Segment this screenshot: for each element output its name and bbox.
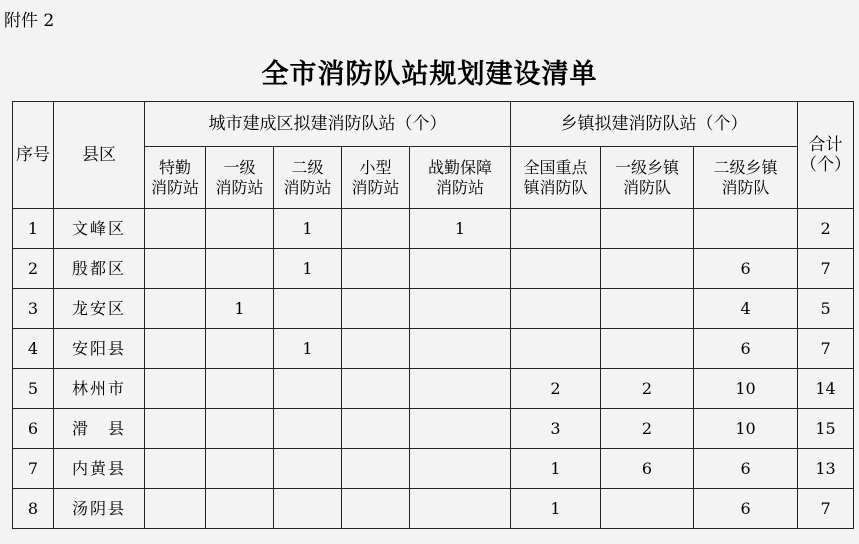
cell-city-small <box>342 489 410 529</box>
cell-total: 7 <box>798 249 854 289</box>
cell-town-key: 1 <box>511 449 601 489</box>
cell-town-key <box>511 289 601 329</box>
header-city-col: 特勤 消防站 <box>145 147 206 209</box>
cell-town-level1: 6 <box>601 449 694 489</box>
header-city-col: 小型 消防站 <box>342 147 410 209</box>
header-city-col: 二级 消防站 <box>274 147 342 209</box>
cell-total: 13 <box>798 449 854 489</box>
cell-city-support <box>410 369 511 409</box>
table-row <box>13 449 854 489</box>
cell-seq: 1 <box>13 209 54 249</box>
cell-seq: 6 <box>13 409 54 449</box>
cell-seq: 4 <box>13 329 54 369</box>
table-row <box>13 329 854 369</box>
cell-town-level1 <box>601 489 694 529</box>
cell-city-level2 <box>274 289 342 329</box>
header-total-line1: 合计 <box>808 135 843 155</box>
cell-county: 安阳县 <box>54 329 145 369</box>
cell-seq: 7 <box>13 449 54 489</box>
header-town-col: 全国重点 镇消防队 <box>511 147 601 209</box>
cell-city-small <box>342 249 410 289</box>
cell-city-level2: 1 <box>274 329 342 369</box>
cell-city-level1 <box>206 329 274 369</box>
cell-town-key <box>511 209 601 249</box>
table-row <box>13 289 854 329</box>
cell-city-level1 <box>206 249 274 289</box>
cell-city-special <box>145 489 206 529</box>
cell-town-level2: 6 <box>694 249 798 289</box>
cell-city-level2: 1 <box>274 249 342 289</box>
cell-city-special <box>145 369 206 409</box>
cell-city-level1 <box>206 409 274 449</box>
header-seq: 序号 <box>13 102 54 209</box>
cell-city-support <box>410 249 511 289</box>
cell-total: 7 <box>798 329 854 369</box>
header-total-line2: （个） <box>800 155 852 175</box>
header-city-col: 一级 消防站 <box>206 147 274 209</box>
cell-city-small <box>342 409 410 449</box>
header-town-col: 一级乡镇 消防队 <box>601 147 694 209</box>
cell-town-level1: 2 <box>601 369 694 409</box>
cell-city-special <box>145 249 206 289</box>
cell-county: 汤阴县 <box>54 489 145 529</box>
table-row <box>13 409 854 449</box>
cell-town-level2 <box>694 209 798 249</box>
cell-county: 内黄县 <box>54 449 145 489</box>
cell-county: 文峰区 <box>54 209 145 249</box>
cell-total: 7 <box>798 489 854 529</box>
cell-total: 14 <box>798 369 854 409</box>
cell-city-special <box>145 409 206 449</box>
cell-city-special <box>145 449 206 489</box>
cell-city-small <box>342 289 410 329</box>
cell-city-small <box>342 329 410 369</box>
cell-city-level2: 1 <box>274 209 342 249</box>
cell-city-level1 <box>206 209 274 249</box>
cell-seq: 2 <box>13 249 54 289</box>
cell-town-key: 1 <box>511 489 601 529</box>
cell-town-key: 3 <box>511 409 601 449</box>
cell-county: 滑 县 <box>54 409 145 449</box>
cell-city-support: 1 <box>410 209 511 249</box>
cell-seq: 3 <box>13 289 54 329</box>
cell-town-level2: 4 <box>694 289 798 329</box>
cell-town-level2: 6 <box>694 489 798 529</box>
cell-total: 5 <box>798 289 854 329</box>
cell-county: 林州市 <box>54 369 145 409</box>
cell-city-level1: 1 <box>206 289 274 329</box>
table-row <box>13 249 854 289</box>
header-city-col: 战勤保障 消防站 <box>410 147 511 209</box>
cell-city-small <box>342 449 410 489</box>
header-town-col: 二级乡镇 消防队 <box>694 147 798 209</box>
table-row <box>13 489 854 529</box>
cell-town-level1 <box>601 249 694 289</box>
cell-county: 殷都区 <box>54 249 145 289</box>
cell-town-key: 2 <box>511 369 601 409</box>
cell-town-level1 <box>601 209 694 249</box>
cell-city-support <box>410 289 511 329</box>
cell-town-level1 <box>601 289 694 329</box>
cell-town-level2: 10 <box>694 369 798 409</box>
cell-town-key <box>511 249 601 289</box>
cell-city-support <box>410 329 511 369</box>
header-town-group: 乡镇拟建消防队站（个） <box>511 102 798 147</box>
attachment-label: 附件 2 <box>4 11 55 31</box>
cell-town-key <box>511 329 601 369</box>
cell-city-level1 <box>206 489 274 529</box>
cell-city-level1 <box>206 369 274 409</box>
cell-city-support <box>410 409 511 449</box>
cell-town-level1 <box>601 329 694 369</box>
cell-city-level2 <box>274 489 342 529</box>
table-row <box>13 209 854 249</box>
cell-town-level2: 6 <box>694 329 798 369</box>
cell-total: 15 <box>798 409 854 449</box>
cell-city-support <box>410 489 511 529</box>
cell-city-support <box>410 449 511 489</box>
table-row <box>13 369 854 409</box>
cell-total: 2 <box>798 209 854 249</box>
cell-city-small <box>342 209 410 249</box>
cell-seq: 8 <box>13 489 54 529</box>
document-title: 全市消防队站规划建设清单 <box>261 59 598 90</box>
cell-city-level2 <box>274 449 342 489</box>
cell-town-level1: 2 <box>601 409 694 449</box>
fire-station-plan-table <box>12 101 854 529</box>
header-row-1 <box>13 102 854 147</box>
header-total <box>798 102 854 209</box>
cell-city-level2 <box>274 409 342 449</box>
cell-city-level2 <box>274 369 342 409</box>
header-city-group: 城市建成区拟建消防队站（个） <box>145 102 511 147</box>
cell-seq: 5 <box>13 369 54 409</box>
cell-city-special <box>145 289 206 329</box>
cell-city-small <box>342 369 410 409</box>
cell-county: 龙安区 <box>54 289 145 329</box>
cell-city-special <box>145 329 206 369</box>
cell-city-special <box>145 209 206 249</box>
cell-town-level2: 10 <box>694 409 798 449</box>
cell-town-level2: 6 <box>694 449 798 489</box>
cell-city-level1 <box>206 449 274 489</box>
header-county: 县区 <box>54 102 145 209</box>
